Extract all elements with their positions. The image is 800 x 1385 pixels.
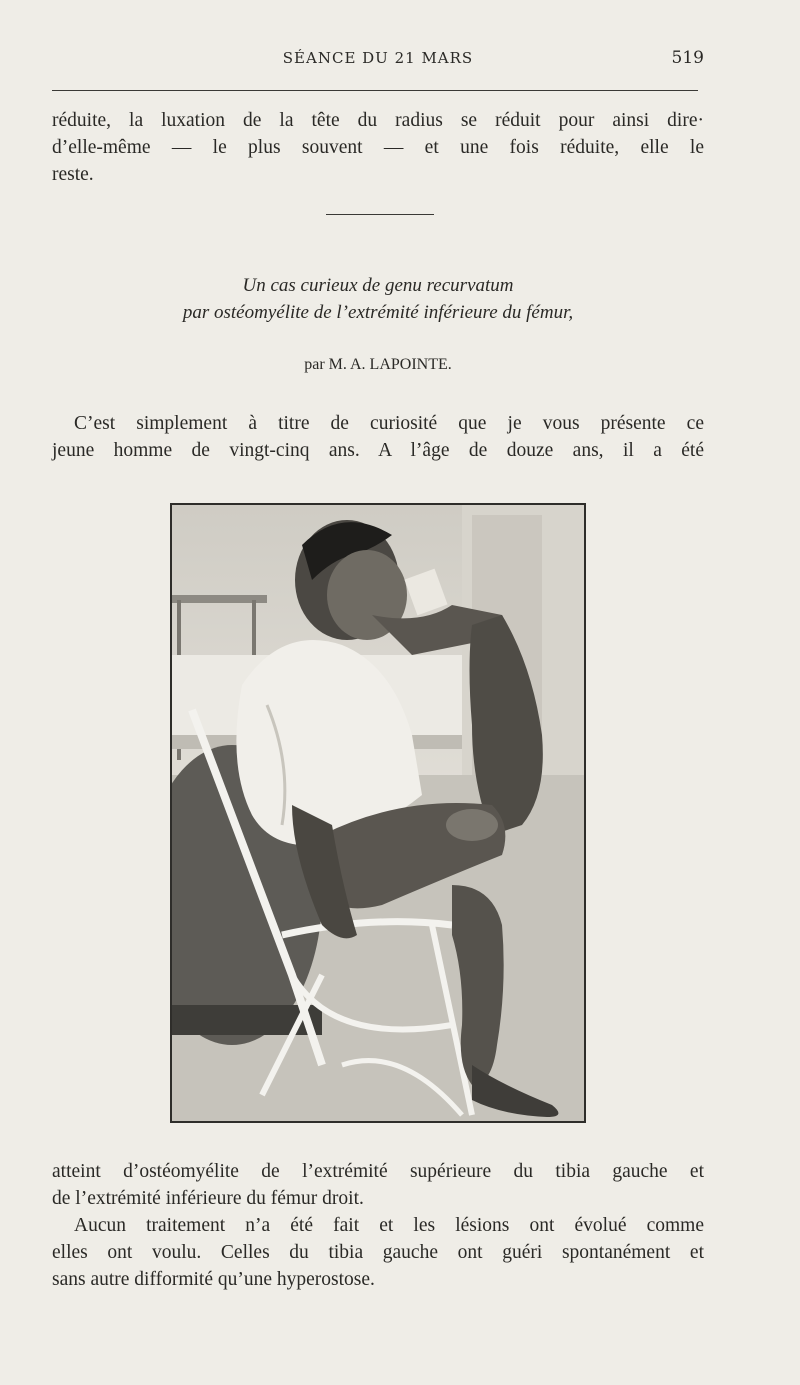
text-line: Aucun traitement n’a été fait et les lésions ont évolué comme: [74, 1215, 704, 1236]
article-title: [52, 272, 704, 326]
article-author: par M. A. LAPOINTE.: [304, 356, 452, 373]
text-line: reste.: [52, 164, 94, 185]
text-line: elles ont voulu. Celles du tibia gauche ont guéri spontanément et: [52, 1242, 704, 1263]
photograph-seated-man-icon: [172, 505, 584, 1121]
paragraph-treatment: [52, 1212, 704, 1293]
paragraph-continuation: [52, 107, 704, 188]
paragraph-intro: [52, 410, 704, 464]
running-title: SÉANCE DU 21 MARS: [282, 49, 474, 67]
text-line: réduite, la luxation de la tête du radius se réduit pour ainsi dire·: [52, 110, 704, 131]
paragraph-continuation-after-figure: [52, 1158, 704, 1212]
text-line: d’elle-même — le plus souvent — et une fois réduite, elle le: [52, 137, 704, 158]
text-line: C’est simplement à titre de curiosité que je vous présente ce: [74, 413, 704, 434]
text-line: de l’extrémité inférieure du fémur droit.: [52, 1188, 364, 1209]
page-number: 519: [671, 48, 704, 68]
text-line: atteint d’ostéomyélite de l’extrémité supérieure du tibia gauche et: [52, 1161, 704, 1182]
section-separator: [326, 214, 434, 215]
article-title-line: par ostéomyélite de l’extrémité inférieure du fémur,: [182, 302, 574, 323]
running-head: [52, 46, 704, 70]
text-line: jeune homme de vingt-cinq ans. A l’âge de douze ans, il a été: [52, 440, 704, 461]
text-line: sans autre difformité qu’une hyperostose.: [52, 1269, 375, 1290]
header-rule: [52, 90, 698, 91]
photograph: [170, 503, 586, 1123]
article-title-line: Un cas curieux de genu recurvatum: [242, 275, 514, 296]
